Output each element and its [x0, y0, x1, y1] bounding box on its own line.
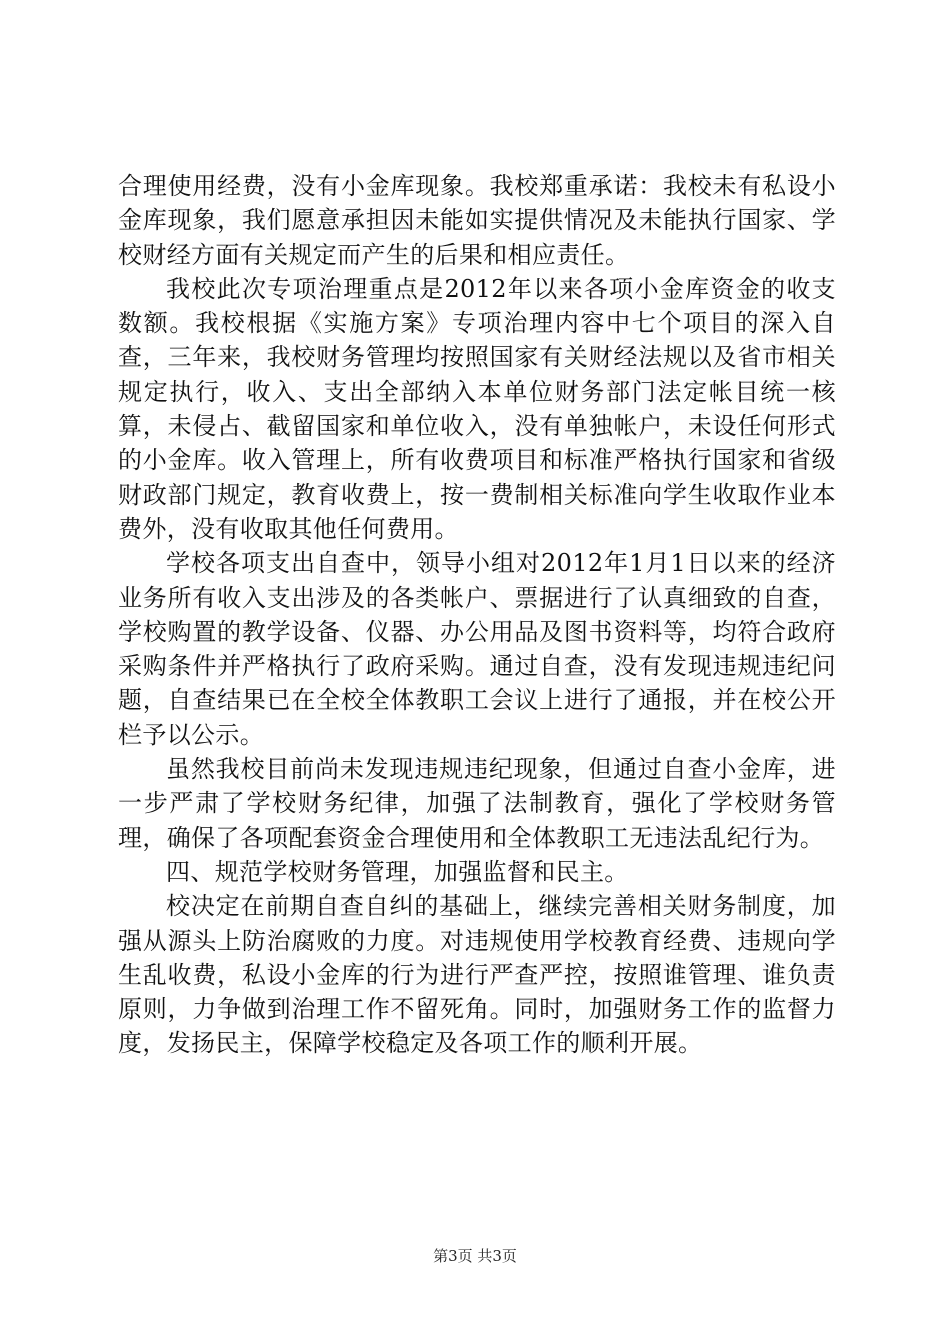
document-body [118, 169, 836, 1061]
paragraph-governance-focus: 我校此次专项治理重点是2012年以来各项小金库资金的收支数额。我校根据《实施方案》专项治理内容中七个项目的深入自查，三年来，我校财务管理均按照国家有关财经法规以及省市相关规定执行，收入、支出全部纳入本单位财务部门法定帐目统一核算，未侵占、截留国家和单位收入，没有单独帐户，未设任何形式的小金库。收入管理上，所有收费项目和标准严格执行国家和省级财政部门规定，教育收费上，按一费制相关标准向学生收取作业本费外，没有收取其他任何费用。 [118, 274, 836, 543]
paragraph-discipline: 虽然我校目前尚未发现违规违纪现象，但通过自查小金库，进一步严肃了学校财务纪律，加强了法制教育，强化了学校财务管理，确保了各项配套资金合理使用和全体教职工无违法乱纪行为。 [118, 755, 836, 852]
paragraph-improvement: 校决定在前期自查自纠的基础上，继续完善相关财务制度，加强从源头上防治腐败的力度。对违规使用学校教育经费、违规向学生乱收费，私设小金库的行为进行严查严控，按照谁管理、谁负责原则，力争做到治理工作不留死角。同时，加强财务工作的监督力度，发扬民主，保障学校稳定及各项工作的顺利开展。 [118, 892, 836, 1058]
paragraph-expenditure-check: 学校各项支出自查中，领导小组对2012年1月1日以来的经济业务所有收入支出涉及的各类帐户、票据进行了认真细致的自查，学校购置的教学设备、仪器、办公用品及图书资料等，均符合政府采购条件并严格执行了政府采购。通过自查，没有发现违规违纪问题，自查结果已在全校全体教职工会议上进行了通报，并在校公开栏予以公示。 [118, 549, 836, 749]
paragraph-commitment: 合理使用经费，没有小金库现象。我校郑重承诺：我校未有私设小金库现象，我们愿意承担因未能如实提供情况及未能执行国家、学校财经方面有关规定而产生的后果和相应责任。 [118, 172, 836, 269]
page-number-footer: 第3页 共3页 [433, 1247, 517, 1265]
section-heading-four: 四、规范学校财务管理，加强监督和民主。 [166, 857, 629, 886]
